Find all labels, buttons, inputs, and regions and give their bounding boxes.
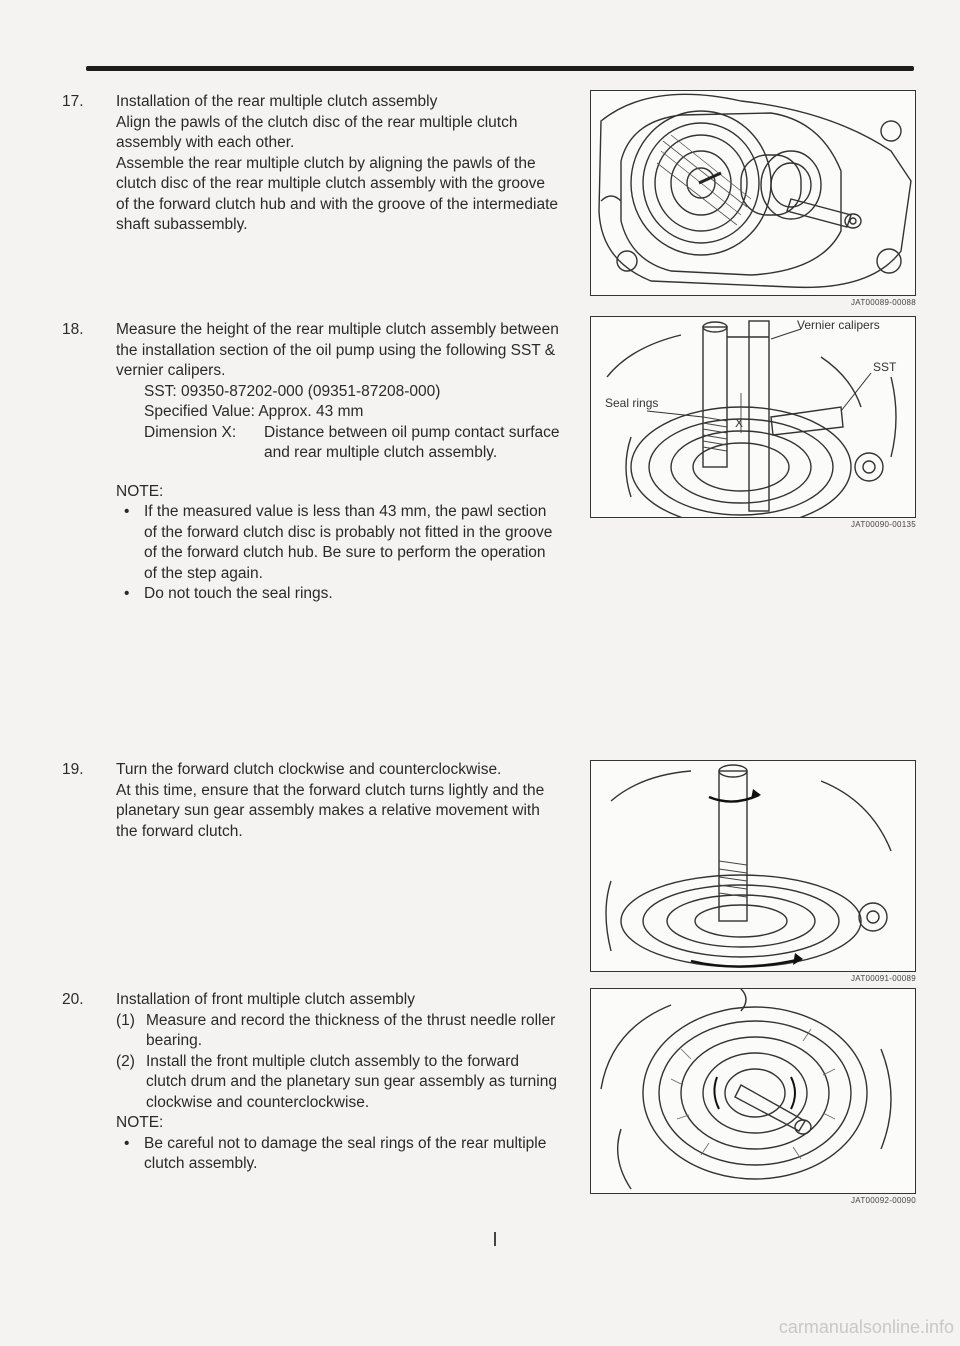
step-number: 19.: [62, 761, 84, 778]
step-paragraph: At this time, ensure that the forward clutch turns lightly and the planetary sun gear assembly makes a relative movement with the forward clutch.: [116, 781, 545, 840]
seal-rings-label: Seal rings: [605, 396, 659, 410]
bullet-icon: •: [124, 585, 130, 602]
figure-code: JAT00090-00135: [851, 520, 916, 529]
front-clutch-illustration: [591, 989, 915, 1193]
note-label: NOTE:: [116, 1114, 164, 1131]
specified-value: Specified Value: Approx. 43 mm: [144, 403, 364, 420]
rear-clutch-illustration: [591, 91, 915, 295]
step-title: Turn the forward clutch clockwise and counterclockwise.: [116, 761, 502, 778]
note-text: Be careful not to damage the seal rings of the rear multiple clutch assembly.: [144, 1134, 547, 1172]
step-number: 18.: [62, 321, 84, 338]
substep: [116, 1052, 562, 1114]
arrow-icon: [699, 173, 721, 183]
dimension-text: Distance between oil pump contact surface and rear multiple clutch assembly.: [264, 423, 560, 461]
note-text: If the measured value is less than 43 mm, the pawl section of the forward clutch disc is probably not fitted in the groove of the forward clutch hub. Be sure to perform the operation of the step again.: [144, 503, 553, 582]
sst-label: SST: [873, 360, 897, 374]
step-19: [62, 760, 562, 842]
watermark: carmanualsonline.info: [778, 1317, 954, 1337]
note-item: [116, 584, 562, 605]
note-label: NOTE:: [116, 482, 164, 500]
rotate-arrow-icon: [714, 1077, 719, 1109]
substep-text: Measure and record the thickness of the thrust needle roller bearing.: [146, 1011, 556, 1049]
step-20: [62, 990, 562, 1175]
forward-clutch-illustration: [591, 761, 915, 971]
step-title: Installation of front multiple clutch assembly: [116, 991, 415, 1008]
dimension-label: Dimension X:: [144, 423, 237, 441]
step-title: Installation of the rear multiple clutch assembly: [116, 93, 438, 110]
bullet-icon: •: [124, 503, 130, 520]
step-18: [62, 320, 562, 605]
step-number: 17.: [62, 93, 84, 110]
step-number: 20.: [62, 991, 84, 1008]
sst-number: SST: 09350-87202-000 (09351-87208-000): [144, 382, 441, 400]
figure-code: JAT00092-00090: [851, 1196, 916, 1205]
step-paragraph: Assemble the rear multiple clutch by aligning the pawls of the clutch disc of the rear multiple clutch assembly with the groove of the forward clutch hub and with the groove of the intermediate shaft subassembly.: [116, 154, 559, 233]
note-text: Do not touch the seal rings.: [144, 585, 333, 602]
header-rule: [86, 66, 914, 71]
dimension-row: [116, 423, 562, 464]
substep-number: (2): [116, 1052, 135, 1070]
rotate-arrow-icon: [791, 1077, 795, 1109]
substep: [116, 1011, 562, 1052]
rotate-arrow-icon: [691, 959, 801, 967]
step-paragraph: Align the pawls of the clutch disc of the rear multiple clutch assembly with each other.: [116, 113, 518, 151]
figure-rear-clutch-install: [590, 90, 916, 307]
figure-measure-height: [590, 316, 916, 529]
bullet-icon: •: [124, 1134, 130, 1152]
dimension-x-label: X: [735, 416, 744, 430]
step-17: [62, 92, 562, 236]
note-item: [116, 502, 562, 584]
substep-number: (1): [116, 1011, 135, 1029]
step-title: Measure the height of the rear multiple clutch assembly between the installation section of the oil pump using the following SST & vernier calipers.: [116, 321, 559, 379]
page-footer-mark: [494, 1232, 496, 1246]
substep-text: Install the front multiple clutch assembly to the forward clutch drum and the planetary sun gear assembly as turning clockwise and counterclockwise.: [146, 1052, 557, 1111]
figure-code: JAT00089-00088: [851, 298, 916, 307]
vernier-label: Vernier calipers: [797, 318, 880, 332]
figure-code: JAT00091-00089: [851, 974, 916, 983]
figure-front-clutch-install: [590, 988, 916, 1205]
note-item: [116, 1134, 562, 1175]
vernier-measure-illustration: [591, 317, 915, 517]
figure-turn-forward-clutch: [590, 760, 916, 983]
